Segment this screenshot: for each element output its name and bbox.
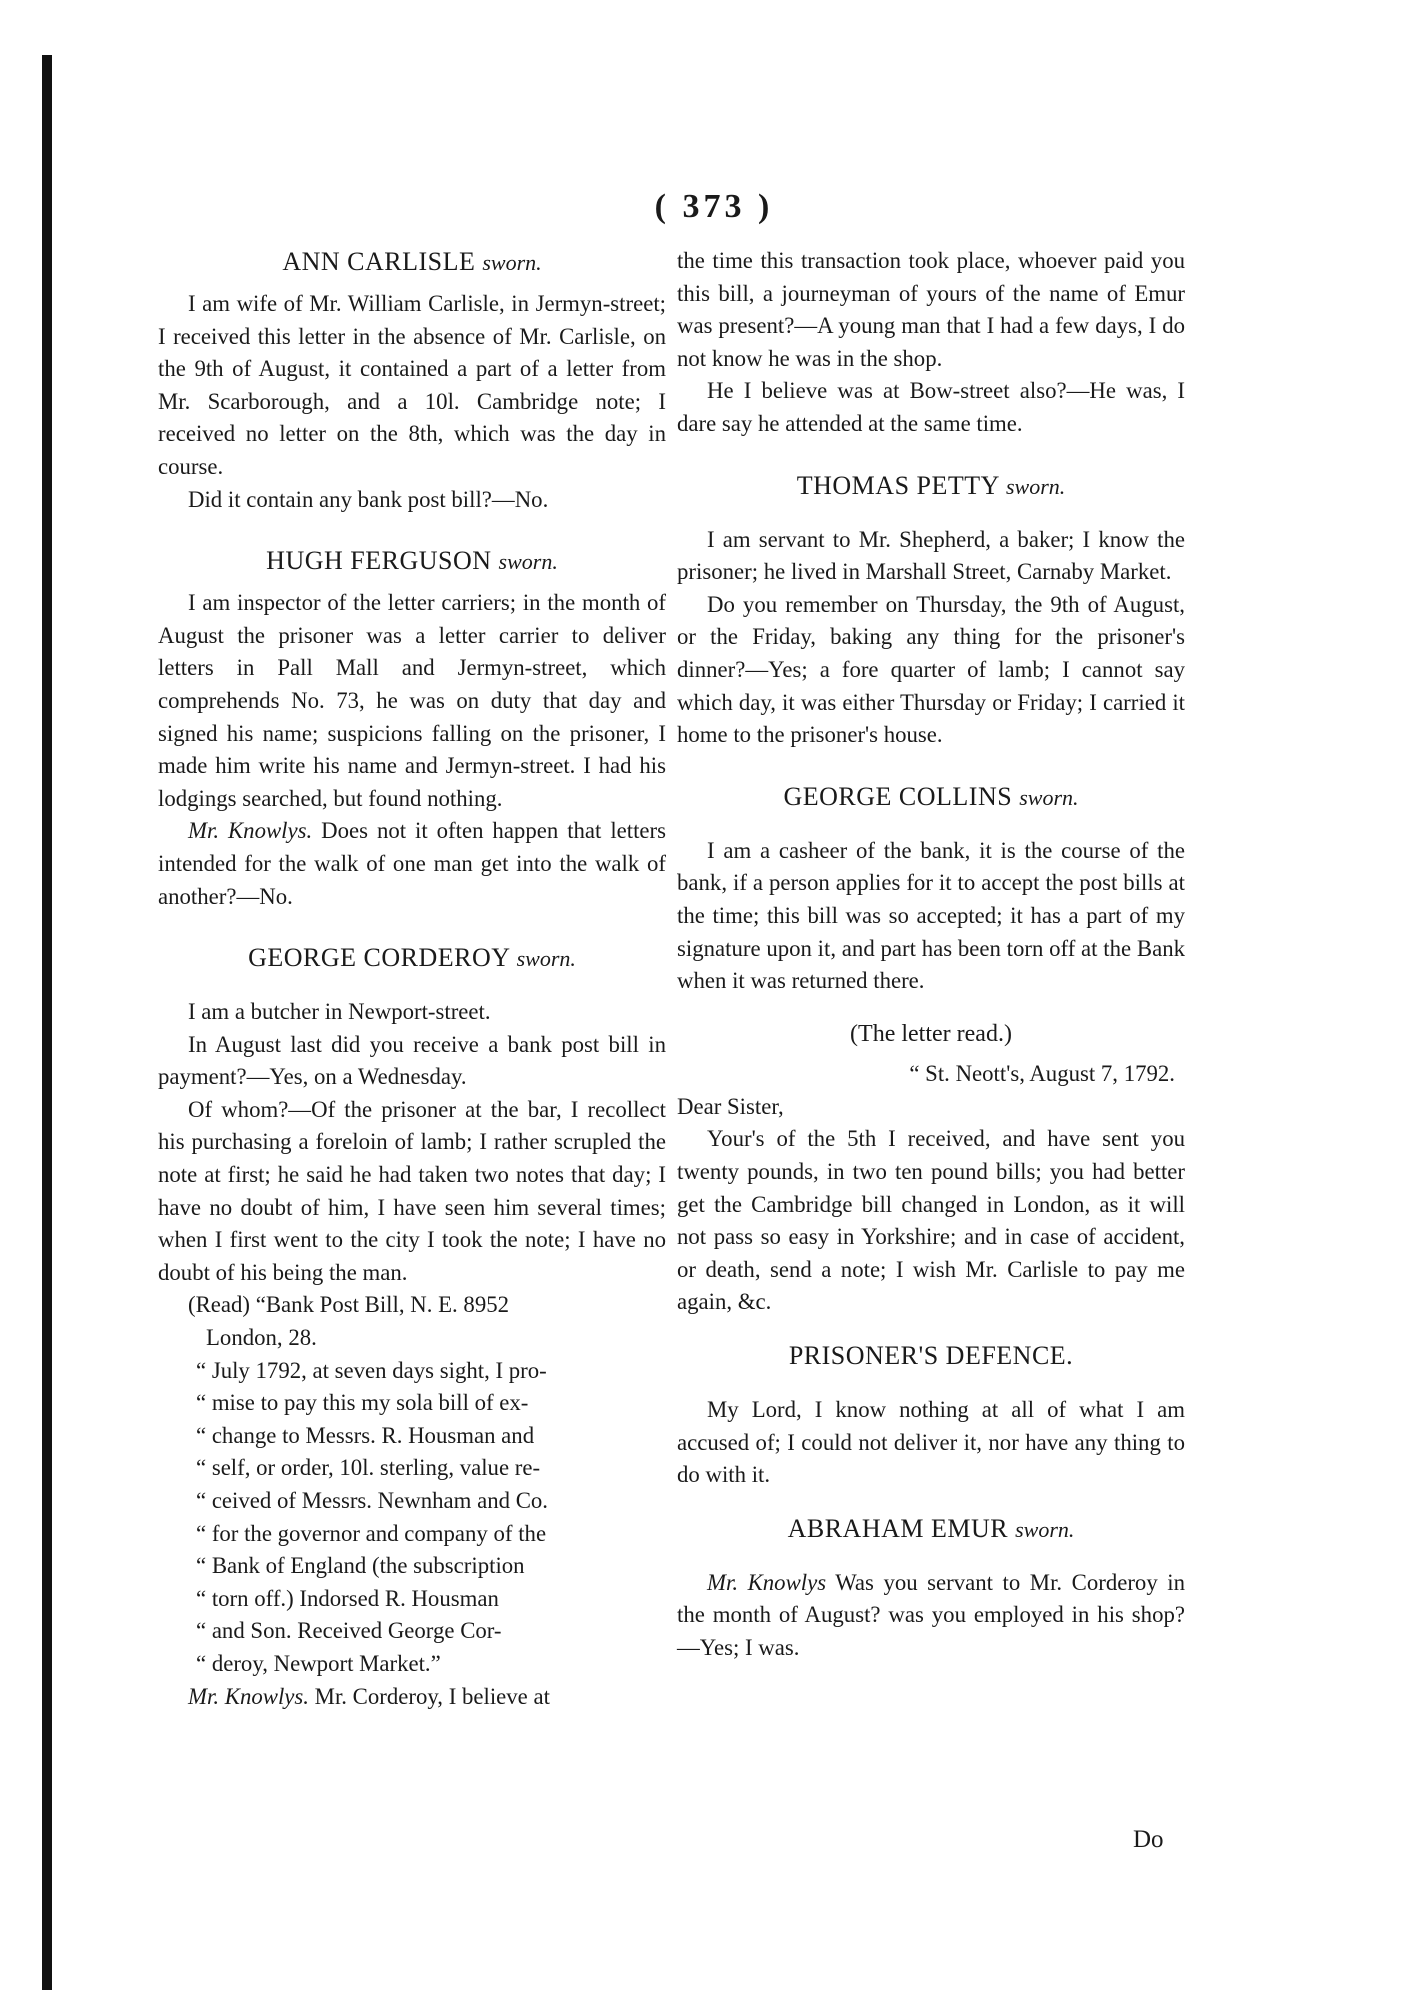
speaker: Mr. Knowlys.: [188, 1683, 309, 1709]
letter-salutation: Dear Sister,: [677, 1093, 784, 1119]
paragraph: Did it contain any bank post bill?—No.: [188, 486, 549, 512]
bill-quote-line: “ and Son. Received George Cor-: [196, 1618, 502, 1644]
heading-abraham-emur: ABRAHAM EMUR sworn.: [787, 1513, 1075, 1543]
speaker: Mr. Knowlys.: [188, 818, 313, 844]
paragraph: My Lord, I know nothing at all of what I am accused of; I could not deliver it, nor have any thing to do with it.: [677, 1397, 1185, 1488]
letter-read-note: (The letter read.): [850, 1020, 1012, 1047]
heading-thomas-petty: THOMAS PETTY sworn.: [796, 470, 1066, 500]
heading-ann-carlisle: ANN CARLISLE sworn.: [282, 247, 542, 276]
paragraph: I am a butcher in Newport-street.: [188, 999, 491, 1025]
paragraph: Of whom?—Of the prisoner at the bar, I recollect his purchasing a foreloin of lamb; I rather scrupled the note at first; he said he had taken two notes that day; I have no doubt of him, I have seen him several times; when I first went to the city I took the note; I have no doubt of his being the man.: [158, 1096, 666, 1285]
right-column: [677, 245, 1185, 1665]
paragraph: Mr. Knowlys. Does not it often happen that letters intended for the walk of one man get into the walk of another?—No.: [158, 818, 667, 909]
bill-quote-line: “ Bank of England (the subscription: [196, 1553, 525, 1579]
heading-prisoners-defence: PRISONER'S DEFENCE.: [788, 1341, 1074, 1371]
paragraph: In August last did you receive a bank post bill in payment?—Yes, on a Wednesday.: [158, 1031, 666, 1090]
bill-quote-line: “ July 1792, at seven days sight, I pro-: [196, 1357, 547, 1383]
bill-quote-line: “ torn off.) Indorsed R. Housman: [196, 1585, 499, 1611]
bill-quote-line: “ for the governor and company of the: [196, 1520, 547, 1546]
letter-body: Your's of the 5th I received, and have sent you twenty pounds, in two ten pound bills; you had better get the Cambridge bill changed in London, as it will not pass so easy in Yorkshire; and in case of accident, or death, send a note; I wish Mr. Carlisle to pay me again, &c.: [677, 1126, 1185, 1315]
paragraph: Mr. Knowlys. Mr. Corderoy, I believe at: [188, 1683, 550, 1709]
paragraph: I am inspector of the letter carriers; in the month of August the prisoner was a letter carrier to deliver letters in Pall Mall and Jermyn-street, which comprehends No. 73, he was on duty that day and signed his name; suspicions falling on the prisoner, I made him write his name and Jermyn-street. I had his lodgings searched, but found nothing.: [158, 590, 666, 811]
bill-quote-line: “ self, or order, 10l. sterling, value re-: [196, 1455, 541, 1481]
paragraph: Do you remember on Thursday, the 9th of August, or the Friday, baking any thing for the prisoner's dinner?—Yes; a fore quarter of lamb; I cannot say which day, it was either Thursday or Friday; I carried it home to the prisoner's house.: [677, 591, 1185, 748]
bill-quote-line: “ mise to pay this my sola bill of ex-: [196, 1390, 529, 1416]
page-number: ( 373 ): [654, 188, 774, 225]
paragraph: I am servant to Mr. Shepherd, a baker; I know the prisoner; he lived in Marshall Street, Carnaby Market.: [677, 526, 1185, 585]
speaker: Mr. Knowlys: [707, 1569, 827, 1595]
bill-quote-line: “ deroy, Newport Market.”: [196, 1650, 441, 1676]
heading-george-corderoy: GEORGE CORDEROY sworn.: [248, 943, 576, 973]
heading-george-collins: GEORGE COLLINS sworn.: [783, 781, 1079, 811]
paragraph: Mr. Knowlys Was you servant to Mr. Corderoy in the month of August? was you employed in his shop?—Yes; I was.: [677, 1569, 1185, 1660]
paragraph: the time this transaction took place, whoever paid you this bill, a journeyman of yours of the name of Emur was present?—A young man that I had a few days, I do not know he was in the shop.: [677, 248, 1185, 371]
bill-quote-line: “ ceived of Messrs. Newnham and Co.: [196, 1488, 548, 1513]
paragraph: I am a casheer of the bank, it is the course of the bank, if a person applies for it to accept the post bills at the time; this bill was so accepted; it has a part of my signature upon it, and part has been torn off at the Bank when it was returned there.: [677, 837, 1185, 994]
bill-quote-line: “ change to Messrs. R. Housman and: [196, 1422, 535, 1448]
bill-line: London, 28.: [206, 1325, 317, 1351]
binding-edge: [42, 55, 52, 1990]
paragraph: He I believe was at Bow-street also?—He was, I dare say he attended at the same time.: [677, 378, 1185, 436]
left-column: [158, 245, 666, 1713]
bill-heading: (Read) “Bank Post Bill, N. E. 8952: [188, 1292, 510, 1318]
paragraph: I am wife of Mr. William Carlisle, in Jermyn-street; I received this letter in the absence of Mr. Carlisle, on the 9th of August, it contained a part of a letter from Mr. Scarborough, and a 10l. Cambridge note; I received no letter on the 8th, which was the day in course.: [158, 291, 666, 479]
heading-hugh-ferguson: HUGH FERGUSON sworn.: [266, 546, 558, 576]
letter-dateline: “ St. Neott's, August 7, 1792.: [909, 1061, 1175, 1087]
catchword: Do: [1133, 1826, 1164, 1853]
